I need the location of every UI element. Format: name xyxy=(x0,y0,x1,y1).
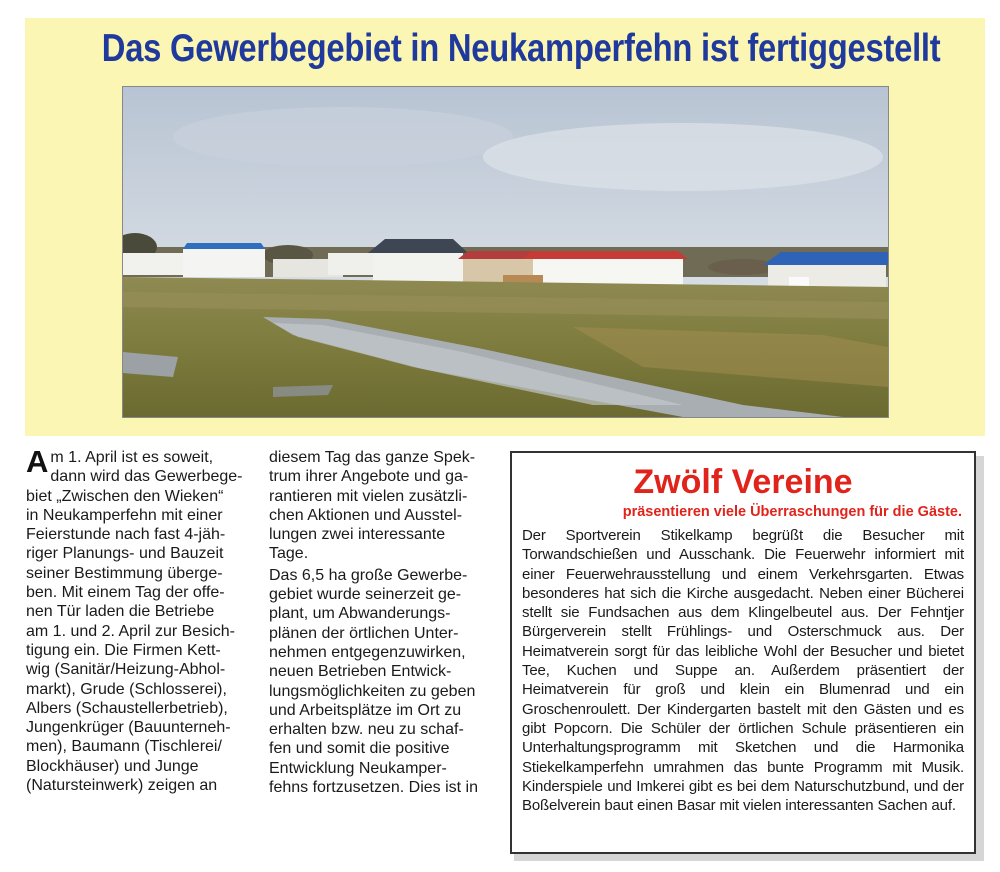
text-line: men), Baumann (Tischlerei/ xyxy=(26,738,222,756)
text-line: lungen zwei interessante xyxy=(269,526,446,544)
text-line: wig (Sanitär/Heizung-Abhol- xyxy=(26,661,226,679)
text-line: neuen Betrieben Entwick- xyxy=(269,663,452,681)
text-line: Blockhäuser) und Junge xyxy=(26,757,199,775)
article-paragraph-1-cont xyxy=(269,448,495,564)
text-line: (Natursteinwerk) zeigen an xyxy=(26,777,218,795)
photo-industrial-park xyxy=(122,86,889,418)
text-line: riger Planungs- und Bauzeit xyxy=(26,545,224,563)
text-line: m 1. April ist es soweit, xyxy=(50,449,214,466)
text-line: biet „Zwischen den Wieken“ xyxy=(26,487,224,505)
drop-cap: A xyxy=(26,444,49,479)
text-line: erhalten bzw. neu zu schaf- xyxy=(269,721,464,739)
text-line: ben. Mit einem Tag der offe- xyxy=(26,584,225,602)
text-line: rantieren mit vielen zusätzli- xyxy=(269,487,468,505)
sidebar-body: Der Sportverein Stikelkamp begrüßt die Besucher mit Torwandschießen und Ausschank. Die Feuerwehr informiert mit einer Feuerwehrausstellung und einem Verkehrsgarten. Etwas besonderes hat sich die Kirche ausgedacht. Neben einer Bücherei stellt sie Fundsachen aus dem Klingelbeutel aus. Der Fehntjer Bürgerverein stellt Frühlings- und Osterschmuck aus. Der Heimatverein sorgt für das leibliche Wohl der Besucher und bietet Tee, Kuchen und Suppe an. Außerdem präsentiert der Heimatverein für groß und klein ein Blumenrad und ein Groschenroulett. Der Kindergarten bastelt mit den Gästen und es gibt Popcorn. Die Schüler der örtlichen Schule präsentieren ein Unterhaltungsprogramm mit Sketchen und die Harmonika Stiekelkamperfehn umrahmen das bunte Programm mit Musik. Kinderspiele und Imkerei gibt es bei dem Naturschutzbund, und der Boßelverein baut einen Basar mit vielen interessanten Sachen auf. xyxy=(522,527,964,815)
text-line: und Arbeitsplätze im Ort zu xyxy=(269,701,462,719)
article-column-2 xyxy=(269,448,495,797)
text-line: trum ihrer Angebote und ga- xyxy=(269,468,469,486)
text-line: lungsmöglichkeiten zu geben xyxy=(269,682,476,700)
text-line: Entwicklung Neukamper- xyxy=(269,759,447,777)
text-line: plant, um Abwanderungs- xyxy=(269,605,451,623)
text-line: markt), Grude (Schlosserei), xyxy=(26,680,227,698)
text-line: Das 6,5 ha große Gewerbe- xyxy=(269,566,468,584)
text-line: gebiet wurde seinerzeit ge- xyxy=(269,586,462,604)
text-line: in Neukamperfehn mit einer xyxy=(26,506,223,524)
text-line: am 1. und 2. April zur Besich- xyxy=(26,622,235,640)
text-line: tigung ein. Die Firmen Kett- xyxy=(26,641,221,659)
text-line: diesem Tag das ganze Spek- xyxy=(269,449,476,466)
text-line: fehns fortzusetzen. Dies ist in xyxy=(269,779,478,797)
headline: Das Gewerbegebiet in Neukamperfehn ist fertiggestellt xyxy=(101,27,941,70)
text-line: chen Aktionen und Ausstel- xyxy=(269,506,463,524)
text-line: Jungenkrüger (Bauunterneh- xyxy=(26,719,231,737)
article-paragraph-1 xyxy=(26,444,251,795)
text-line: fen und somit die positive xyxy=(269,740,450,758)
text-line: nehmen entgegenzuwirken, xyxy=(269,643,466,661)
text-line: dann wird das Gewerbege- xyxy=(50,468,243,486)
article-column-1 xyxy=(26,444,251,795)
text-line: plänen der örtlichen Unter- xyxy=(269,624,459,642)
text-line: Albers (Schaustellerbetrieb), xyxy=(26,699,228,717)
article-paragraph-2 xyxy=(269,566,495,798)
text-line: nen Tür laden die Betriebe xyxy=(26,603,215,621)
text-line: Feierstunde nach fast 4-jäh- xyxy=(26,526,226,544)
sidebar-subtitle: präsentieren viele Überraschungen für die Gäste. xyxy=(622,504,962,520)
sidebar-title: Zwölf Vereine xyxy=(633,463,853,501)
text-line: seiner Bestimmung überge- xyxy=(26,564,223,582)
text-line: Tage. xyxy=(269,545,309,563)
sidebar-box xyxy=(510,451,976,854)
